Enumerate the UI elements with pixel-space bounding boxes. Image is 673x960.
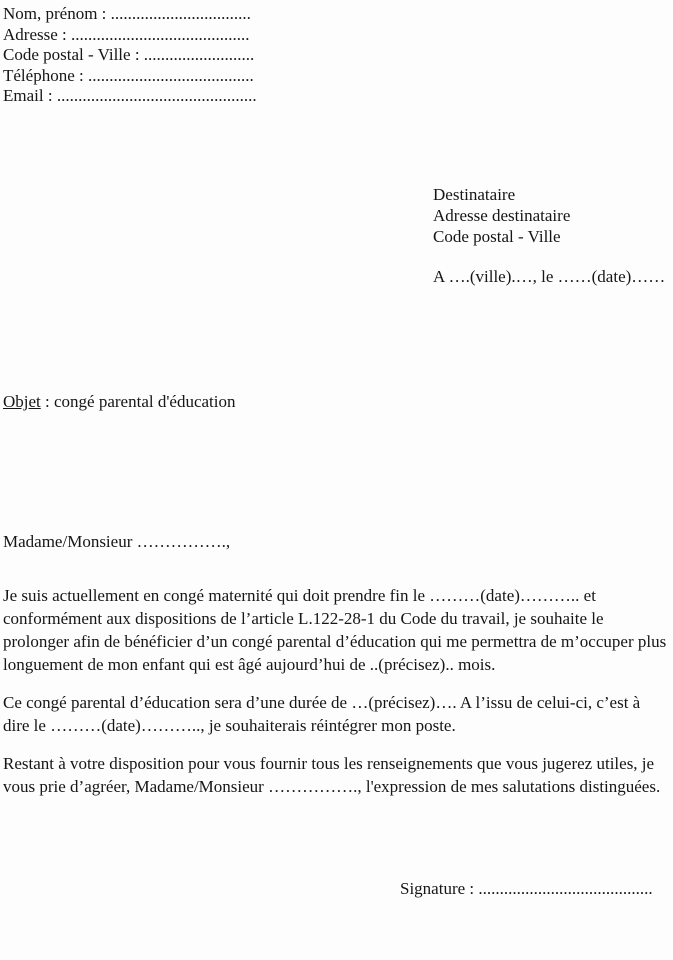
subject-line	[3, 392, 235, 412]
signature-line: Signature : .........................................	[400, 879, 653, 898]
sender-block	[3, 4, 257, 107]
sender-name-line: Nom, prénom : .................................	[3, 4, 251, 23]
recipient-address-line: Adresse destinataire	[433, 206, 571, 225]
sender-postal-city-line: Code postal - Ville : ..........................	[3, 45, 255, 64]
subject-label: Objet	[3, 392, 41, 411]
paragraph-leave-duration: Ce congé parental d’éducation sera d’une durée de …(précisez)…. A l’issu de celui-ci, c’est à dire le ………(date)……….., je souhaiterais réintégrer mon poste.	[3, 693, 641, 735]
paragraph-closing: Restant à votre disposition pour vous fournir tous les renseignements que vous jugerez utiles, je vous prie d’agréer, Madame/Monsieur ……………., l'expression de mes salutations distinguées.	[3, 754, 661, 796]
place-date-line: A ….(ville).…, le ……(date)……	[433, 267, 666, 286]
sender-address-line: Adresse : ..........................................	[3, 24, 250, 44]
recipient-block	[433, 184, 570, 247]
salutation-line: Madame/Monsieur …………….,	[3, 532, 231, 551]
subject-text: : congé parental d'éducation	[40, 392, 236, 411]
sender-email-line: Email : ...............................................	[3, 86, 257, 105]
letter-body	[3, 584, 670, 813]
recipient-name-line: Destinataire	[433, 185, 516, 204]
recipient-postal-city-line: Code postal - Ville	[433, 227, 561, 246]
paragraph-maternity-leave: Je suis actuellement en congé maternité qui doit prendre fin le ………(date)……….. et conformément aux dispositions de l’article L.122-28-1 du Code du travail, je souhaite le prolonger afin de bénéficier d’un congé parental d’éducation qui me permettra de m’occuper plus longuement de mon enfant qui est âgé aujourd’hui de ..(précisez).. mois.	[3, 586, 667, 674]
sender-phone-line: Téléphone : .......................................	[3, 65, 254, 85]
